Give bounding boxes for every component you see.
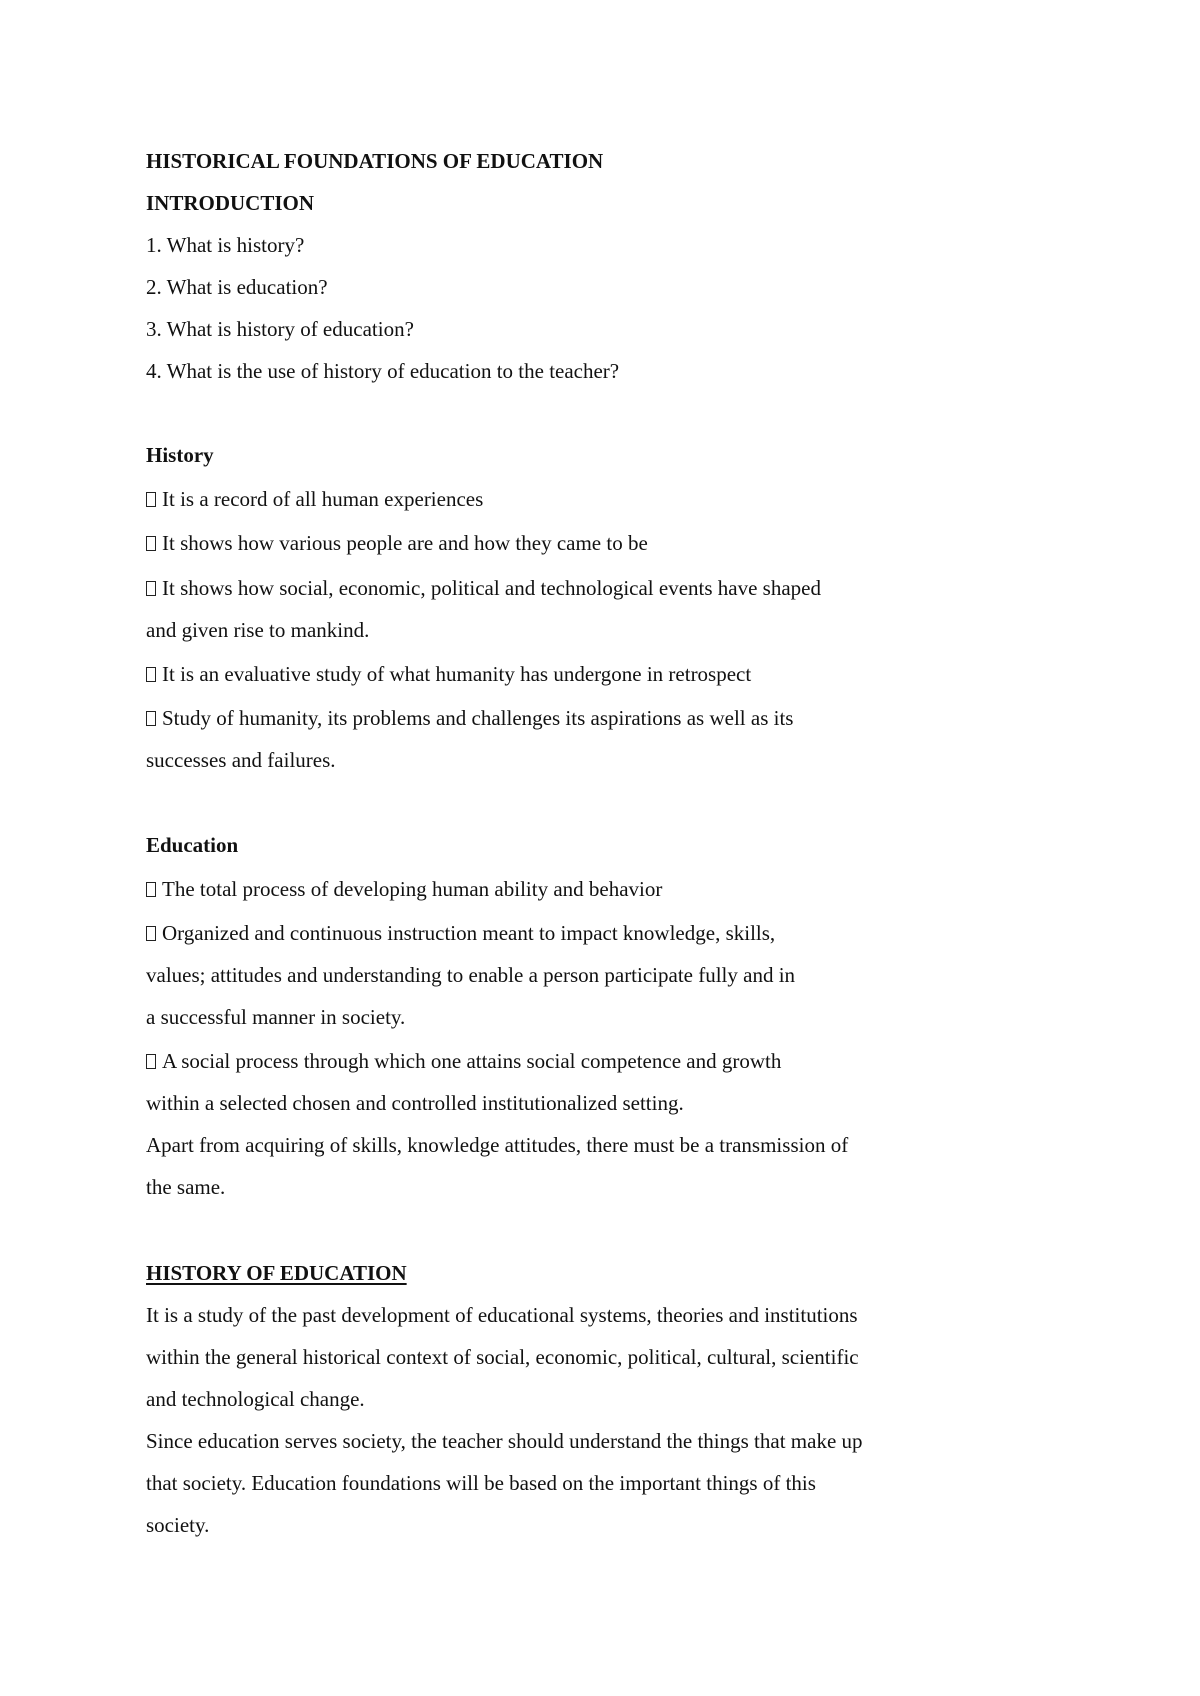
history-of-education-heading: HISTORY OF EDUCATION: [146, 1261, 407, 1285]
history-of-education-line: Since education serves society, the teacher should understand the things that make up: [146, 1429, 863, 1453]
education-bullet: Organized and continuous instruction meant to impact knowledge, skills,: [146, 920, 775, 946]
history-of-education-line: society.: [146, 1513, 210, 1537]
history-bullet: Study of humanity, its problems and challenges its aspirations as well as its: [146, 705, 793, 731]
bullet-box-icon: [146, 882, 156, 897]
history-heading: History: [146, 443, 214, 467]
education-heading: Education: [146, 833, 239, 857]
education-line: Apart from acquiring of skills, knowledge attitudes, there must be a transmission of: [146, 1133, 849, 1157]
question-item: 3. What is history of education?: [146, 317, 414, 341]
bullet-box-icon: [146, 581, 156, 596]
bullet-box-icon: [146, 536, 156, 551]
bullet-box-icon: [146, 492, 156, 507]
education-line: a successful manner in society.: [146, 1005, 406, 1029]
history-line: and given rise to mankind.: [146, 618, 370, 642]
education-bullet: A social process through which one attains social competence and growth: [146, 1048, 781, 1074]
question-item: 1. What is history?: [146, 233, 305, 257]
question-item: 4. What is the use of history of education to the teacher?: [146, 359, 620, 383]
history-of-education-line: within the general historical context of social, economic, political, cultural, scientific: [146, 1345, 859, 1369]
bullet-box-icon: [146, 711, 156, 726]
document-title: HISTORICAL FOUNDATIONS OF EDUCATION: [146, 149, 604, 173]
education-line: values; attitudes and understanding to enable a person participate fully and in: [146, 963, 796, 987]
bullet-box-icon: [146, 1054, 156, 1069]
question-item: 2. What is education?: [146, 275, 328, 299]
history-bullet: It is an evaluative study of what humanity has undergone in retrospect: [146, 661, 751, 687]
introduction-heading: INTRODUCTION: [146, 191, 315, 215]
education-line: within a selected chosen and controlled institutionalized setting.: [146, 1091, 684, 1115]
history-of-education-line: that society. Education foundations will be based on the important things of this: [146, 1471, 816, 1495]
education-line: the same.: [146, 1175, 226, 1199]
history-of-education-line: It is a study of the past development of educational systems, theories and institutions: [146, 1303, 858, 1327]
bullet-box-icon: [146, 667, 156, 682]
bullet-box-icon: [146, 926, 156, 941]
history-bullet: It is a record of all human experiences: [146, 486, 483, 512]
history-of-education-line: and technological change.: [146, 1387, 365, 1411]
history-line: successes and failures.: [146, 748, 336, 772]
education-bullet: The total process of developing human ability and behavior: [146, 876, 662, 902]
history-bullet: It shows how social, economic, political and technological events have shaped: [146, 575, 821, 601]
history-bullet: It shows how various people are and how they came to be: [146, 530, 648, 556]
